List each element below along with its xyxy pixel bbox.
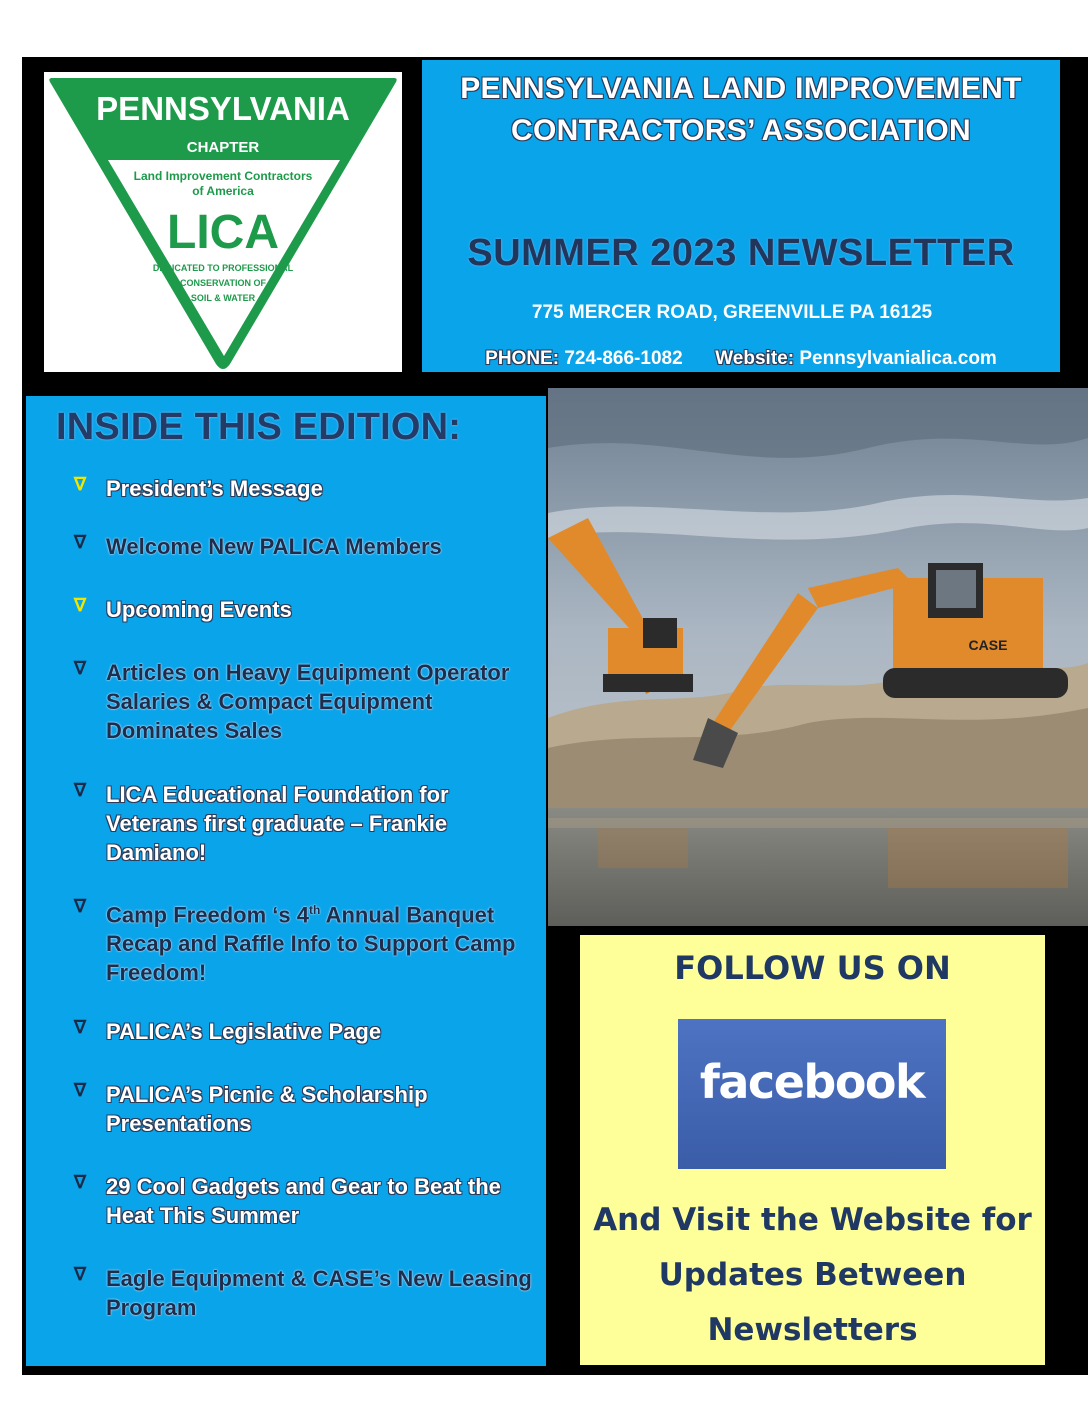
facebook-wordmark: facebook	[699, 1055, 925, 1109]
list-item-text: 29 Cool Gadgets and Gear to Beat the Heat This Summer	[106, 1174, 501, 1228]
association-name-line1: PENNSYLVANIA LAND IMPROVEMENT	[460, 72, 1022, 105]
inside-this-edition	[26, 396, 546, 1366]
list-item-text: PALICA’s Picnic & Scholarship Presentations	[106, 1082, 428, 1136]
contents-heading: INSIDE THIS EDITION:	[56, 406, 462, 448]
list-item-text	[106, 896, 536, 987]
triangle-bullet-icon: ∇	[74, 1172, 87, 1192]
excavator-photo	[548, 388, 1088, 926]
logo-motto-line1: DEDICATED TO PROFESSIONAL	[152, 263, 294, 273]
list-item-text: Eagle Equipment & CASE’s New Leasing Program	[106, 1266, 532, 1320]
ordinal-suffix: th	[308, 903, 321, 917]
list-item-text-part1: Camp Freedom ‘s 4	[106, 902, 309, 928]
visit-line3: Newsletters	[707, 1312, 918, 1348]
contact-line	[422, 348, 1060, 370]
facebook-logo-button[interactable]	[678, 1019, 946, 1169]
palica-logo	[44, 72, 402, 372]
newsletter-header	[422, 60, 1060, 372]
excavator-reflection	[888, 828, 1068, 888]
excavator-illustration	[548, 388, 1088, 926]
visit-website-text	[590, 1193, 1035, 1358]
triangle-bullet-icon: ∇	[74, 1264, 87, 1284]
visit-line1: And Visit the Website for	[593, 1202, 1032, 1238]
lica-triangle-logo	[44, 72, 402, 372]
visit-line2: Updates Between	[658, 1257, 967, 1293]
list-item-text: PALICA’s Legislative Page	[106, 1019, 382, 1044]
association-name-line2: CONTRACTORS’ ASSOCIATION	[511, 114, 971, 147]
excavator-reflection-left	[598, 828, 688, 868]
triangle-bullet-icon: ∇	[74, 532, 87, 552]
list-item-text: Upcoming Events	[106, 597, 292, 622]
triangle-bullet-icon: ∇	[74, 896, 87, 916]
list-item-text-part2: Annual Banquet Recap and Raffle Info to Support Camp Freedom!	[106, 902, 516, 986]
triangle-bullet-icon: ∇	[74, 780, 87, 800]
follow-us-box	[580, 935, 1045, 1365]
excavator-brand: CASE	[968, 637, 1008, 653]
triangle-bullet-icon: ∇	[74, 658, 87, 678]
water-shore	[548, 818, 1088, 828]
website-label: Website:	[715, 348, 795, 369]
triangle-bullet-icon: ∇	[74, 1017, 87, 1037]
logo-motto-line3: SOIL & WATER	[190, 293, 256, 303]
logo-chapter: CHAPTER	[186, 139, 260, 156]
follow-us-title: FOLLOW US ON	[674, 949, 951, 987]
list-item-text: LICA Educational Foundation for Veterans first graduate – Frankie Damiano!	[106, 782, 449, 865]
contents-list	[26, 396, 546, 1366]
website-link[interactable]: Pennsylvanialica.com	[799, 348, 997, 369]
triangle-bullet-icon: ∇	[74, 595, 87, 615]
logo-motto-line2: CONSERVATION OF	[179, 278, 267, 288]
phone-label: PHONE:	[485, 348, 560, 369]
list-item-text: Welcome New PALICA Members	[106, 534, 442, 559]
logo-state: PENNSYLVANIA	[96, 90, 350, 127]
newsletter-title: SUMMER 2023 NEWSLETTER	[467, 232, 1015, 274]
logo-org-line1: Land Improvement Contractors	[133, 169, 313, 183]
triangle-bullet-icon: ∇	[74, 1080, 87, 1100]
mailing-address: 775 MERCER ROAD, GREENVILLE PA 16125	[531, 302, 933, 323]
phone-number[interactable]: 724-866-1082	[564, 348, 683, 369]
logo-acronym: LICA	[167, 206, 279, 259]
list-item-text: Articles on Heavy Equipment Operator Salaries & Compact Equipment Dominates Sales	[106, 660, 510, 743]
triangle-bullet-icon: ∇	[74, 474, 87, 494]
list-item-text: President’s Message	[106, 476, 323, 501]
logo-org-line2: of America	[192, 184, 254, 198]
association-name	[422, 68, 1060, 152]
